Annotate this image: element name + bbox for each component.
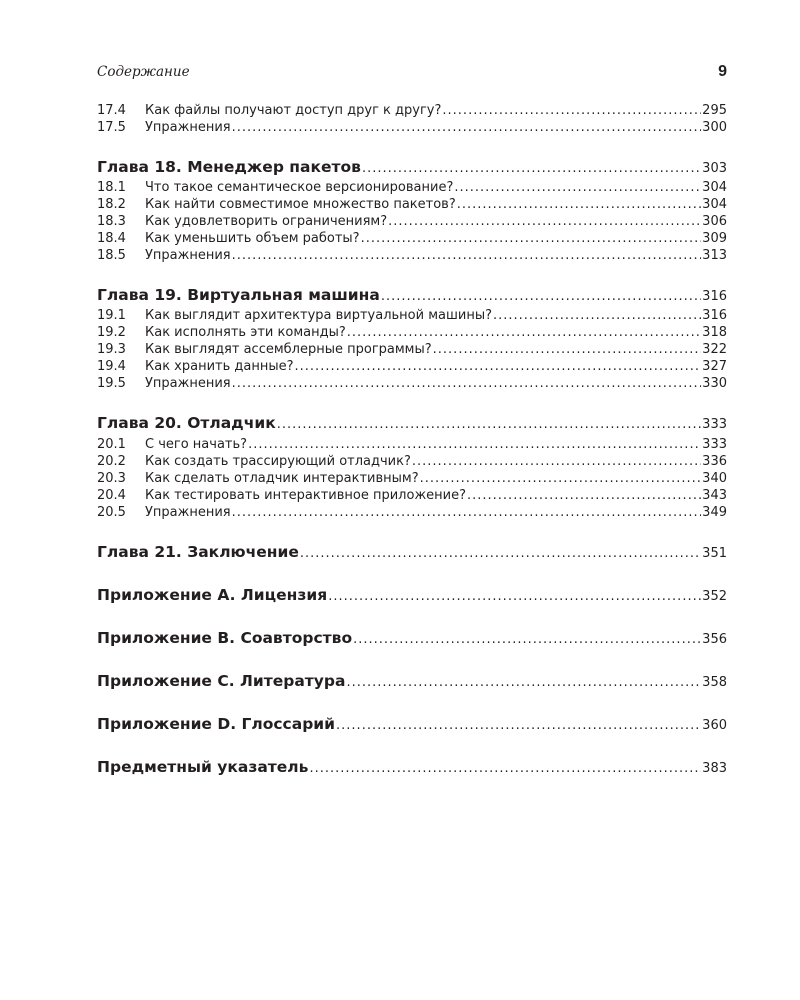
- section-title: Как тестировать интерактивное приложение?: [145, 488, 466, 503]
- page-ref: 330: [702, 376, 727, 391]
- page-number: 9: [718, 63, 727, 80]
- page-ref: 295: [702, 103, 727, 118]
- dot-leader: [454, 180, 701, 196]
- dot-leader: [309, 759, 701, 779]
- dot-leader: [232, 376, 702, 392]
- toc-section-19-1[interactable]: [97, 308, 727, 324]
- toc-chapter-20[interactable]: [97, 413, 727, 435]
- section-title: Упражнения: [145, 120, 231, 135]
- page-ref: 322: [702, 342, 727, 357]
- section-number: 18.2: [97, 197, 126, 212]
- dot-leader: [361, 231, 702, 247]
- page-ref: 360: [702, 718, 727, 733]
- section-number: 20.5: [97, 505, 126, 520]
- toc-section-17-4[interactable]: [97, 103, 727, 119]
- page-ref: 309: [702, 231, 727, 246]
- dot-leader: [232, 248, 702, 264]
- section-title: Как исполнять эти команды?: [145, 325, 346, 340]
- toc-section-18-2[interactable]: [97, 197, 727, 213]
- dot-leader: [442, 103, 701, 119]
- chapter-title: Глава 21. Заключение: [97, 543, 299, 561]
- toc-appendix-b[interactable]: [97, 628, 727, 650]
- section-title: Как сделать отладчик интерактивным?: [145, 471, 419, 486]
- page-ref: 356: [702, 632, 727, 647]
- section-title: Что такое семантическое версионирование?: [145, 180, 454, 195]
- section-title: Упражнения: [145, 248, 231, 263]
- dot-leader: [248, 437, 701, 453]
- page-ref: 318: [702, 325, 727, 340]
- page-ref: 316: [702, 308, 727, 323]
- toc-section-20-4[interactable]: [97, 488, 727, 504]
- toc-section-19-5[interactable]: [97, 376, 727, 392]
- page-ref: 383: [702, 761, 727, 776]
- toc-section-18-4[interactable]: [97, 231, 727, 247]
- page-ref: 336: [702, 454, 727, 469]
- section-number: 19.3: [97, 342, 126, 357]
- page-ref: 349: [702, 505, 727, 520]
- chapter-title: Глава 19. Виртуальная машина: [97, 286, 380, 304]
- page-ref: 304: [702, 180, 727, 195]
- toc-section-20-3[interactable]: [97, 471, 727, 487]
- toc-section-19-2[interactable]: [97, 325, 727, 341]
- dot-leader: [388, 214, 701, 230]
- page-ref: 343: [702, 488, 727, 503]
- page-ref: 300: [702, 120, 727, 135]
- section-number: 17.4: [97, 103, 126, 118]
- dot-leader: [347, 325, 701, 341]
- section-title: Как файлы получают доступ друг к другу?: [145, 103, 442, 118]
- section-number: 19.5: [97, 376, 126, 391]
- page-ref: 358: [702, 675, 727, 690]
- section-number: 18.4: [97, 231, 126, 246]
- page-ref: 306: [702, 214, 727, 229]
- section-number: 20.3: [97, 471, 126, 486]
- dot-leader: [493, 308, 701, 324]
- toc-appendix-a[interactable]: [97, 585, 727, 607]
- section-title: С чего начать?: [145, 437, 248, 452]
- dot-leader: [295, 359, 702, 375]
- page-ref: 313: [702, 248, 727, 263]
- chapter-title: Приложение A. Лицензия: [97, 586, 328, 604]
- running-head: [97, 63, 727, 83]
- page-ref: 304: [702, 197, 727, 212]
- toc-section-19-3[interactable]: [97, 342, 727, 358]
- chapter-title: Глава 18. Менеджер пакетов: [97, 158, 361, 176]
- running-head-title: Содержание: [97, 64, 190, 80]
- section-title: Упражнения: [145, 376, 231, 391]
- section-number: 19.1: [97, 308, 126, 323]
- page-ref: 327: [702, 359, 727, 374]
- section-title: Как удовлетворить ограничениям?: [145, 214, 388, 229]
- dot-leader: [381, 287, 701, 307]
- dot-leader: [328, 587, 701, 607]
- page-ref: 333: [702, 437, 727, 452]
- dot-leader: [433, 342, 702, 358]
- dot-leader: [232, 120, 702, 136]
- dot-leader: [232, 505, 702, 521]
- section-number: 20.1: [97, 437, 126, 452]
- dot-leader: [353, 630, 701, 650]
- chapter-title: Предметный указатель: [97, 758, 309, 776]
- toc-chapter-18[interactable]: [97, 157, 727, 179]
- dot-leader: [300, 544, 701, 564]
- toc-chapter-19[interactable]: [97, 285, 727, 307]
- section-number: 20.2: [97, 454, 126, 469]
- toc-section-20-2[interactable]: [97, 454, 727, 470]
- section-title: Как выглядит архитектура виртуальной машины?: [145, 308, 492, 323]
- section-number: 18.1: [97, 180, 126, 195]
- section-title: Как создать трассирующий отладчик?: [145, 454, 411, 469]
- section-number: 20.4: [97, 488, 126, 503]
- toc-section-19-4[interactable]: [97, 359, 727, 375]
- toc-appendix-d[interactable]: [97, 714, 727, 736]
- dot-leader: [420, 471, 702, 487]
- page-ref: 333: [702, 417, 727, 432]
- section-number: 18.5: [97, 248, 126, 263]
- dot-leader: [412, 454, 701, 470]
- section-title: Упражнения: [145, 505, 231, 520]
- page-ref: 352: [702, 589, 727, 604]
- section-number: 18.3: [97, 214, 126, 229]
- dot-leader: [362, 159, 701, 179]
- chapter-title: Глава 20. Отладчик: [97, 414, 276, 432]
- toc-chapter-21[interactable]: [97, 542, 727, 564]
- page-ref: 340: [702, 471, 727, 486]
- toc-section-20-5[interactable]: [97, 505, 727, 521]
- chapter-title: Приложение B. Соавторство: [97, 629, 353, 647]
- page-ref: 303: [702, 161, 727, 176]
- dot-leader: [457, 197, 701, 213]
- toc-appendix-c[interactable]: [97, 671, 727, 693]
- dot-leader: [346, 673, 701, 693]
- toc-section-17-5[interactable]: [97, 120, 727, 136]
- dot-leader: [467, 488, 701, 504]
- toc-section-18-1[interactable]: [97, 180, 727, 196]
- section-title: Как выглядят ассемблерные программы?: [145, 342, 432, 357]
- page-ref: 351: [702, 546, 727, 561]
- section-title: Как хранить данные?: [145, 359, 294, 374]
- toc-section-18-5[interactable]: [97, 248, 727, 264]
- section-title: Как найти совместимое множество пакетов?: [145, 197, 456, 212]
- page-ref: 316: [702, 289, 727, 304]
- toc-index[interactable]: [97, 757, 727, 779]
- dot-leader: [277, 415, 701, 435]
- toc-section-20-1[interactable]: [97, 437, 727, 453]
- section-number: 19.2: [97, 325, 126, 340]
- section-number: 17.5: [97, 120, 126, 135]
- section-number: 19.4: [97, 359, 126, 374]
- chapter-title: Приложение D. Глоссарий: [97, 715, 336, 733]
- dot-leader: [336, 716, 701, 736]
- chapter-title: Приложение C. Литература: [97, 672, 346, 690]
- section-title: Как уменьшить объем работы?: [145, 231, 360, 246]
- toc-section-18-3[interactable]: [97, 214, 727, 230]
